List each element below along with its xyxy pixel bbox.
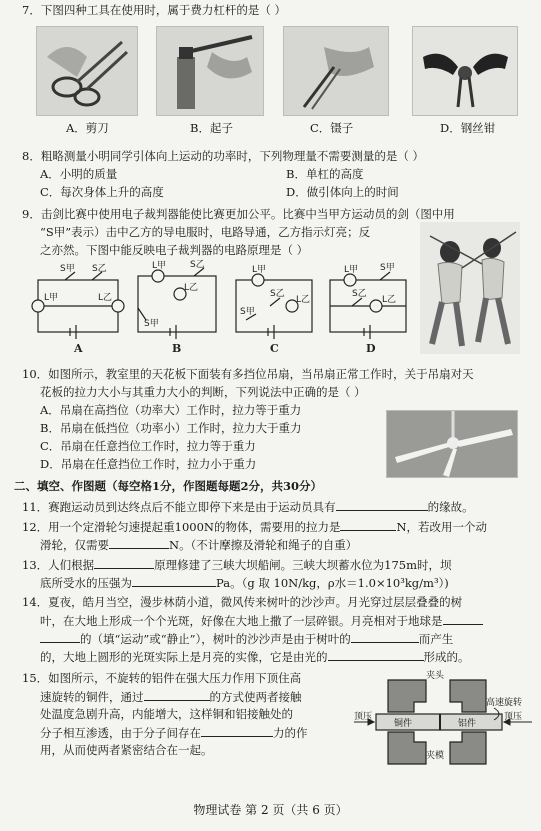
circuit-d-lamp-yi — [370, 300, 382, 312]
tweezers-icon — [284, 27, 388, 115]
q14-line3 — [40, 630, 453, 647]
circuit-c-label-s-jia: S甲 — [240, 307, 255, 317]
tweezers-photo — [283, 26, 389, 116]
q12-mid: N，若改用一个动 — [396, 520, 488, 534]
q11 — [22, 498, 474, 515]
q14-blank3[interactable] — [328, 648, 424, 661]
q12-pre: 12．用一个定滑轮匀速提起重1000N的物体，需要用的拉力是 — [22, 520, 341, 534]
q13-line2-pre: 底所受水的压强为 — [40, 576, 132, 590]
q12-line1 — [22, 518, 487, 535]
q14-blank1-cont[interactable] — [40, 630, 80, 643]
q10-option-d: D．吊扇在任意挡位工作时，拉力小于重力 — [40, 457, 257, 471]
pliers-photo — [412, 26, 518, 116]
q15-blank1[interactable] — [144, 688, 210, 701]
q14-line2 — [40, 612, 483, 629]
q12-line2-post: N。（不计摩擦及滑轮和绳子的自重） — [169, 538, 358, 552]
bottle-opener-icon — [157, 27, 263, 115]
q12-blank1[interactable] — [340, 518, 396, 531]
circuit-d-label-s-jia: S甲 — [380, 263, 395, 273]
circuit-a-label-s-yi: S乙 — [92, 264, 107, 274]
q15-blank2[interactable] — [201, 724, 273, 737]
q14-line4-pre: 的，大地上圆形的光斑实际上是月亮的实像，它是由光的 — [40, 650, 328, 664]
q14-line2-text: 叶，在大地上形成一个个光斑，好像在大地上撒了一层碎银。月亮相对于地球是 — [40, 614, 443, 628]
circuit-a-lamp-yi — [112, 300, 124, 312]
label-mold: 夹模 — [426, 751, 445, 761]
q15-line4-post: 力的作 — [273, 726, 308, 740]
label-high-speed: 高速旋转 — [486, 698, 523, 708]
friction-welding-diagram — [354, 672, 534, 772]
q8-option-b: B．单杠的高度 — [286, 167, 364, 181]
q13-line2 — [40, 574, 449, 591]
q13-pre: 13．人们根据 — [22, 558, 95, 572]
q13-line2-post: Pa。（g 取 10N/kg，ρ水＝1.0×10³kg/m³）) — [216, 576, 449, 590]
circuit-d-letter: D — [366, 342, 376, 355]
circuit-a-lamp-jia — [32, 300, 44, 312]
circuit-diagrams — [30, 260, 410, 355]
q13-blank1[interactable] — [94, 556, 154, 569]
q7-option-b: B．起子 — [190, 121, 233, 135]
q12-line2 — [40, 536, 357, 553]
scissors-icon — [37, 27, 137, 115]
q15-line2-post: 的方式使两者接触 — [209, 690, 302, 704]
label-aluminum: 铝件 — [458, 719, 477, 729]
circuit-a-label-l-yi: L乙 — [98, 293, 113, 303]
circuit-a-label-l-jia: L甲 — [44, 293, 59, 303]
q8-stem: 8．粗略测量小明同学引体向上运动的功率时，下列物理量不需要测量的是（ ） — [22, 149, 424, 163]
q7-option-a: A．剪刀 — [66, 121, 109, 135]
label-press-left: 顶压 — [354, 712, 373, 722]
q15-line4-pre: 分子相互渗透，由于分子间存在 — [40, 726, 201, 740]
q8-option-a: A．小明的质量 — [40, 167, 118, 181]
q8-option-d: D．做引体向上的时间 — [286, 185, 399, 199]
circuit-d-switch-jia — [380, 272, 390, 280]
circuit-c-label-l-jia: L甲 — [252, 265, 267, 275]
q7-option-d: D．钢丝钳 — [440, 121, 496, 135]
circuit-c-switch-yi — [270, 298, 280, 306]
circuit-b-letter: B — [172, 342, 182, 355]
circuit-d-label-l-yi: L乙 — [382, 295, 397, 305]
circuit-d-switch-yi — [352, 298, 362, 306]
circuit-c-label-s-yi: S乙 — [270, 289, 285, 299]
q7-option-c: C．镊子 — [310, 121, 354, 135]
q10-option-b: B．吊扇在低挡位（功率小）工作时，拉力大于重力 — [40, 421, 302, 435]
q15-line5: 用，从而使两者紧密结合在一起。 — [40, 743, 213, 757]
clamp-head-upper — [388, 680, 426, 712]
circuit-b-label-l-jia: L甲 — [152, 261, 167, 271]
q15-line4 — [40, 724, 308, 741]
circuit-d-label-s-yi: S乙 — [352, 289, 367, 299]
q14-blank1[interactable] — [443, 612, 483, 625]
label-copper: 铜件 — [394, 719, 413, 729]
circuit-c-letter: C — [270, 342, 279, 355]
q11-blank[interactable] — [336, 498, 428, 511]
circuit-a-label-s-jia: S甲 — [60, 264, 75, 274]
bottle-opener-photo — [156, 26, 264, 116]
q9-line3: 之亦然。下图中能反映电子裁判器的电路原理是（ ） — [40, 243, 309, 257]
page-footer: 物理试卷 第 2 页（共 6 页） — [193, 803, 348, 817]
q14-line3-end: 而产生 — [418, 632, 454, 646]
scissors-photo — [36, 26, 138, 116]
fencers-icon — [420, 222, 520, 354]
fencers-photo — [420, 222, 520, 354]
q10-line2: 花板的拉力大小与其重力大小的判断，下列说法中正确的是（ ） — [40, 385, 366, 399]
q11-post: 的缘故。 — [427, 500, 474, 514]
circuit-c-wire — [236, 280, 312, 332]
q10-option-c: C．吊扇在任意挡位工作时，拉力等于重力 — [40, 439, 256, 453]
q13-blank2[interactable] — [132, 574, 216, 587]
circuit-c-label-l-yi: L乙 — [296, 295, 311, 305]
circuit-b-label-s-yi: S乙 — [190, 260, 205, 270]
clamp-head-lower — [388, 732, 426, 764]
q11-pre: 11．赛跑运动员到达终点后不能立即停下来是由于运动员具有 — [22, 500, 336, 514]
q12-line2-pre: 滑轮，仅需要 — [40, 538, 109, 552]
q15-line2 — [40, 688, 302, 705]
clamp-mold-upper — [450, 680, 486, 712]
q8-option-c: C．每次身体上升的高度 — [40, 185, 164, 199]
q14-line4-post: 形成的。 — [423, 650, 470, 664]
ceiling-fan-photo — [386, 410, 518, 478]
q14-line3-post: 的（填“运动”或“静止”），树叶的沙沙声是由于树叶的 — [80, 632, 351, 646]
section2-heading: 二、填空、作图题（每空格1分，作图题每题2分，共30分） — [14, 479, 323, 493]
pliers-icon — [413, 27, 517, 115]
q9-line1: 9．击剑比赛中使用电子裁判器能使比赛更加公平。比赛中当甲方运动员的剑（图中用 — [22, 207, 455, 221]
q12-blank2[interactable] — [109, 536, 169, 549]
q15-line3: 处温度急剧升高，内能增大，这样铜和铝接触处的 — [40, 707, 293, 721]
q10-line1: 10．如图所示，教室里的天花板下面装有多挡位吊扇，当吊扇正常工作时，关于吊扇对天 — [22, 367, 474, 381]
circuit-b-lamp-jia — [152, 270, 164, 282]
ceiling-fan-icon — [387, 411, 517, 477]
label-press-right: 顶压 — [504, 712, 523, 722]
q14-line1: 14．夏夜，皓月当空，漫步林荫小道，微风传来树叶的沙沙声。月光穿过层层叠叠的树 — [22, 595, 463, 609]
q13-line1 — [22, 556, 452, 573]
q15-line1: 15．如图所示，不旋转的铝件在强大压力作用下顶住高 — [22, 671, 302, 685]
q9-line2: “S甲”表示）击中乙方的导电服时，电路导通，乙方指示灯亮；反 — [40, 225, 371, 239]
q15-line2-pre: 速旋转的铜件，通过 — [40, 690, 144, 704]
circuit-c-lamp-jia — [252, 274, 264, 286]
label-clamp-head: 夹头 — [426, 671, 445, 681]
clamp-mold-lower — [450, 732, 486, 764]
circuit-d-label-l-jia: L甲 — [344, 265, 359, 275]
q14-blank2[interactable] — [351, 630, 419, 643]
circuit-b-label-l-yi: L乙 — [184, 283, 199, 293]
circuit-d-lamp-jia — [344, 274, 356, 286]
q13-mid: 原理修建了三峡大坝船闸。三峡大坝蓄水位为175m时，坝 — [154, 558, 452, 572]
circuit-b-label-s-jia: S甲 — [144, 319, 159, 329]
circuit-a-letter: A — [74, 342, 83, 355]
q14-line4 — [40, 648, 470, 665]
q10-option-a: A．吊扇在高挡位（功率大）工作时，拉力等于重力 — [40, 403, 302, 417]
q7-stem: 7．下图四种工具在使用时，属于费力杠杆的是（ ） — [22, 3, 286, 17]
